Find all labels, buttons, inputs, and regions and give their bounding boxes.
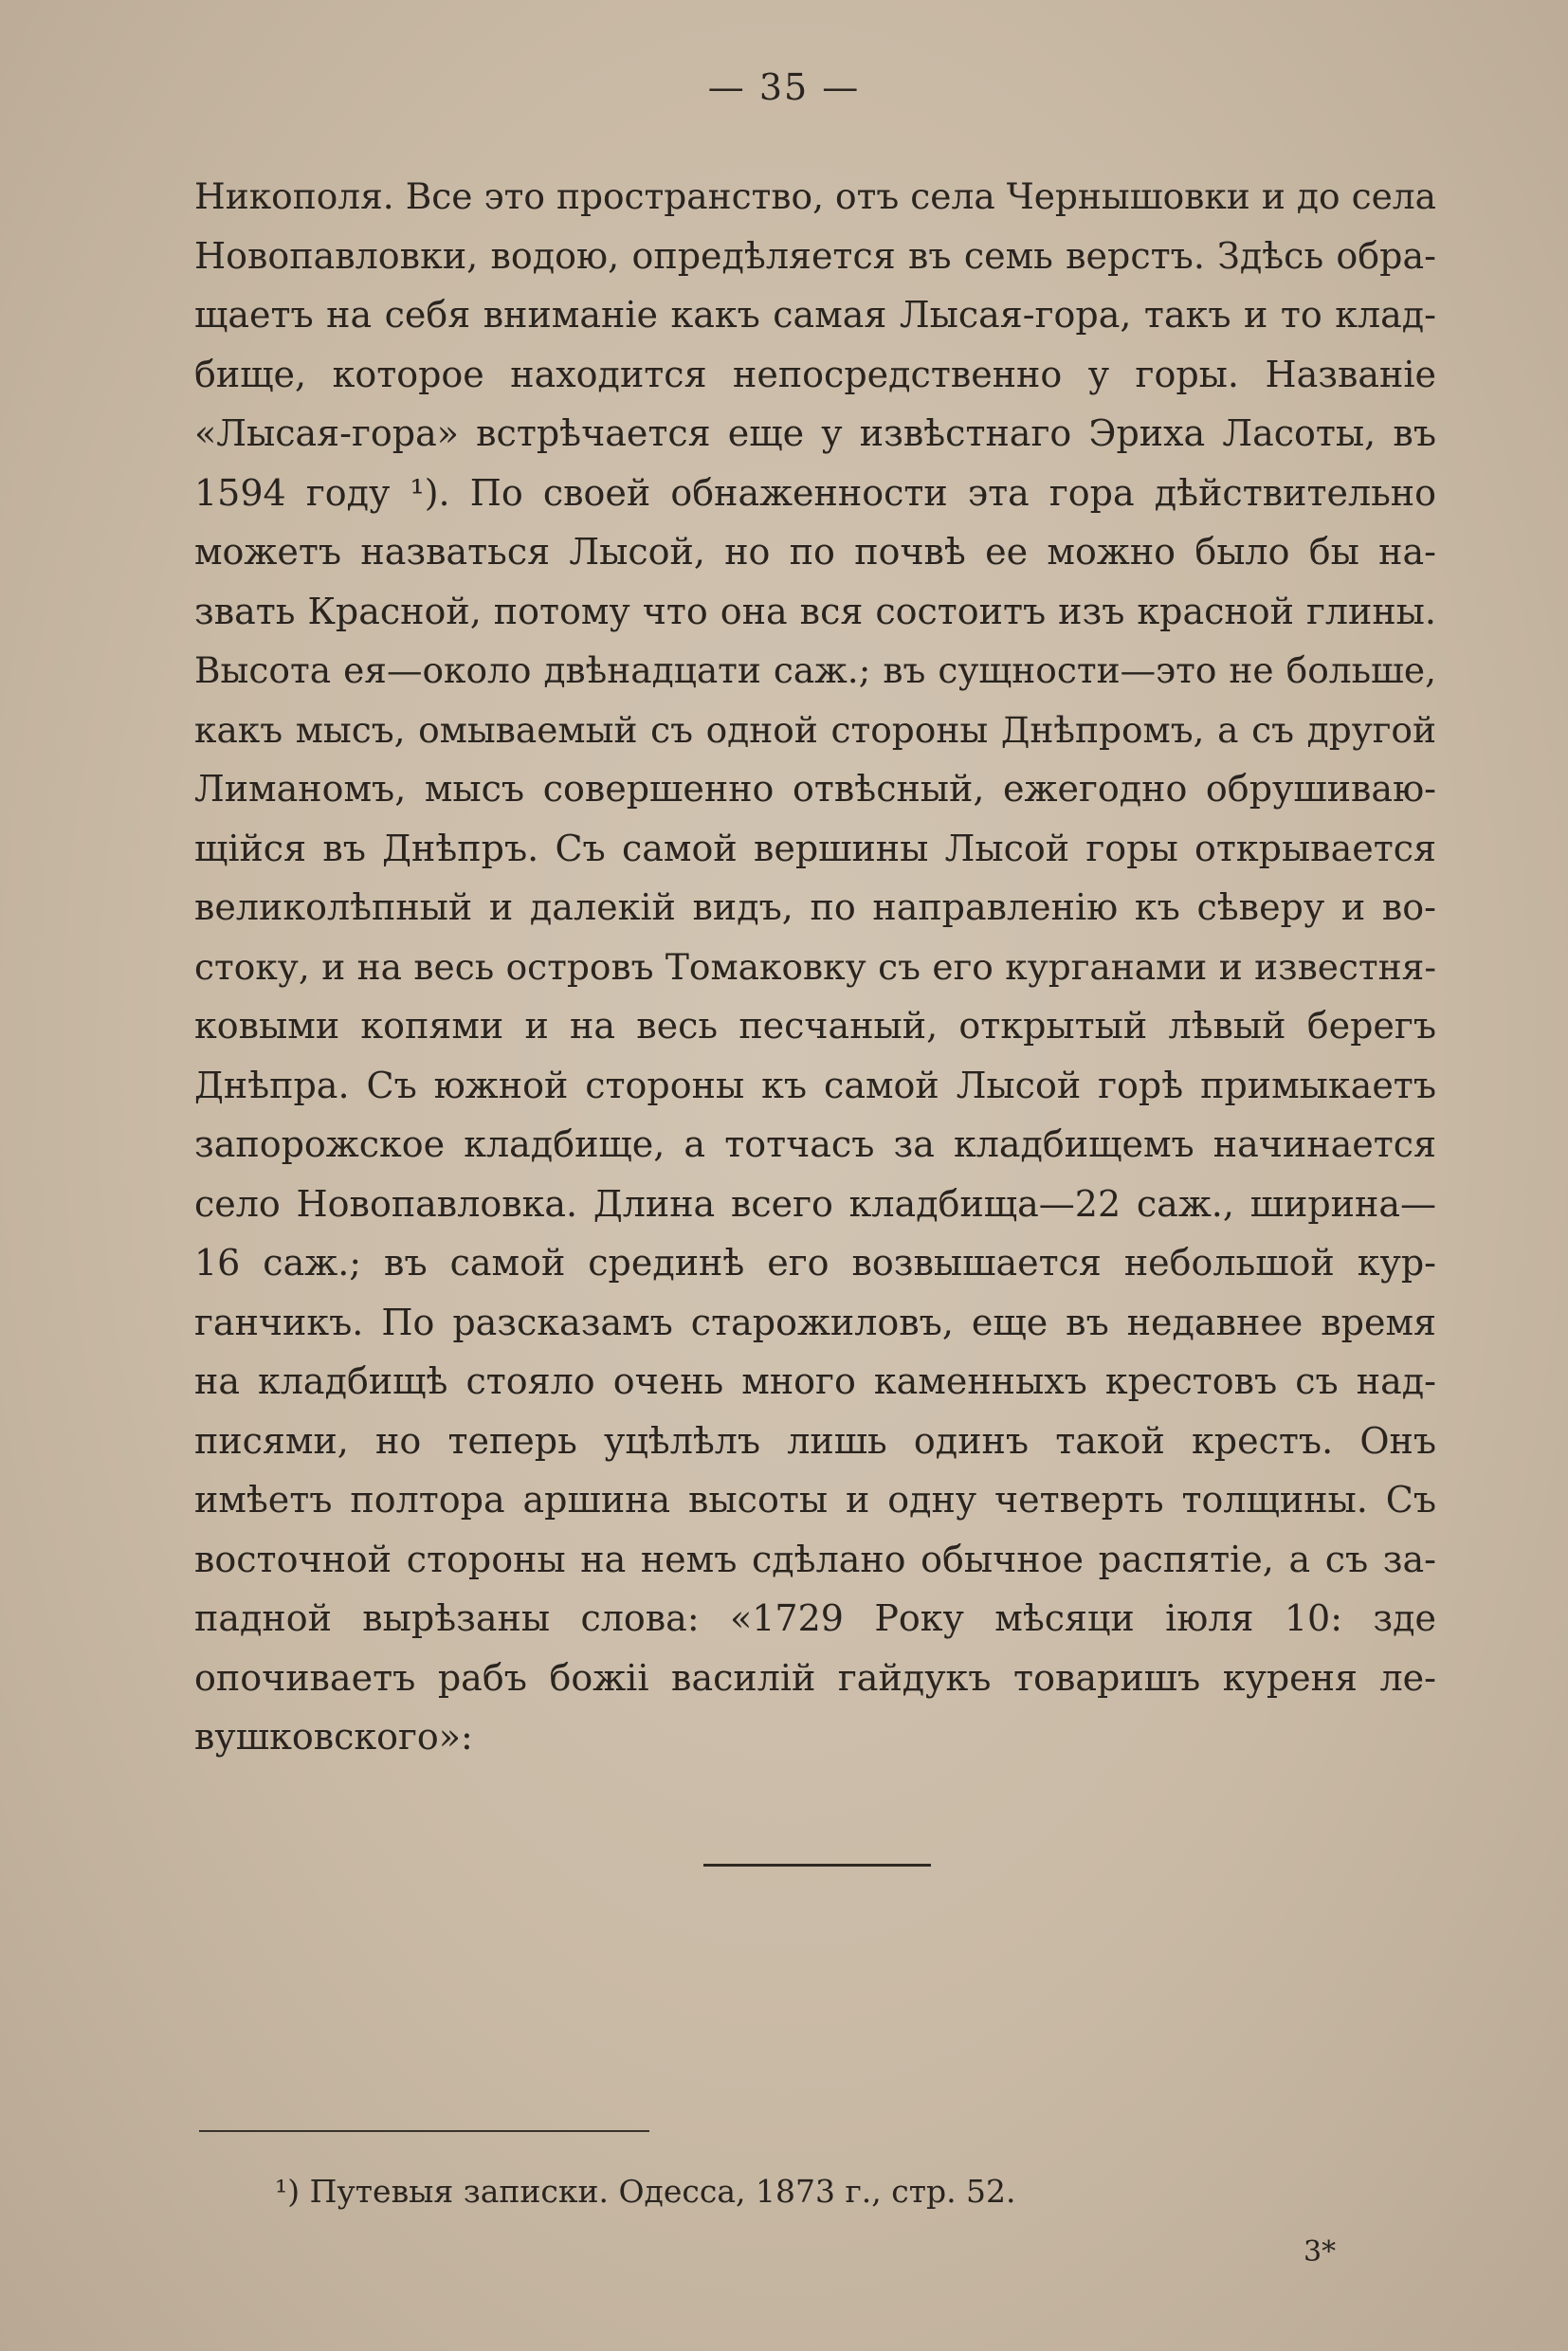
text-line: вушковского»: — [194, 1716, 473, 1758]
text-line: можетъ назваться Лысой, но по почвѣ ее можно было бы на- — [194, 531, 1436, 573]
text-line: падной вырѣзаны слова: «1729 Року мѣсяци іюля 10: зде — [194, 1597, 1436, 1639]
text-line: на кладбищѣ стояло очень много каменныхъ крестовъ съ над- — [194, 1360, 1436, 1402]
text-line: запорожское кладбище, а тотчасъ за кладбищемъ начинается — [194, 1123, 1436, 1165]
text-line: Высота ея—около двѣнадцати саж.; въ сущности—это не больше, — [194, 649, 1436, 691]
text-line: щаетъ на себя вниманіе какъ самая Лысая-гора, такъ и то клад- — [194, 294, 1436, 336]
text-line: великолѣпный и далекій видъ, по направленію къ сѣверу и во- — [194, 886, 1436, 928]
text-line: Лиманомъ, мысъ совершенно отвѣсный, ежегодно обрушиваю- — [194, 768, 1436, 810]
text-line: стоку, и на весь островъ Томаковку съ его курганами и известня- — [194, 945, 1436, 988]
text-line: село Новопавловка. Длина всего кладбища—22 саж., ширина— — [194, 1182, 1436, 1225]
text-line: звать Красной, потому что она вся состоитъ изъ красной глины. — [194, 590, 1436, 632]
text-line: 16 саж.; въ самой срединѣ его возвышается небольшой кур- — [194, 1242, 1436, 1284]
text-line: Новопавловки, водою, опредѣляется въ семь верстъ. Здѣсь обра- — [194, 234, 1436, 277]
footnote-divider — [199, 2130, 649, 2132]
text-line: Никополя. Все это пространство, отъ села Чернышовки и до села — [194, 175, 1436, 217]
footnote: ¹) Путевыя записки. Одесса, 1873 г., стр. 52. — [275, 2173, 1016, 2210]
text-line: бище, которое находится непосредственно у горы. Названіе — [194, 353, 1436, 395]
text-line: ковыми копями и на весь песчаный, открытый лѣвый берегъ — [194, 1005, 1436, 1047]
printer-signature-mark: 3* — [1304, 2235, 1337, 2269]
text-line: опочиваетъ рабъ божіі василій гайдукъ товаришъ куреня ле- — [194, 1656, 1436, 1699]
text-line: 1594 году ¹). По своей обнаженности эта гора дѣйствительно — [194, 471, 1436, 514]
text-line: «Лысая-гора» встрѣчается еще у извѣстнаго Эриха Ласоты, въ — [194, 412, 1436, 454]
page-number: — 35 — — [707, 66, 861, 108]
text-line: щійся въ Днѣпръ. Съ самой вершины Лысой горы открывается — [194, 827, 1436, 869]
text-line: имѣетъ полтора аршина высоты и одну четверть толщины. Съ — [194, 1479, 1436, 1521]
text-line: писями, но теперь уцѣлѣлъ лишь одинъ такой крестъ. Онъ — [194, 1419, 1436, 1462]
text-line: ганчикъ. По разсказамъ старожиловъ, еще въ недавнее время — [194, 1301, 1436, 1343]
text-line: Днѣпра. Съ южной стороны къ самой Лысой горѣ примыкаетъ — [194, 1064, 1436, 1106]
text-line: какъ мысъ, омываемый съ одной стороны Днѣпромъ, а съ другой — [194, 708, 1436, 751]
text-line: восточной стороны на немъ сдѣлано обычное распятіе, а съ за- — [194, 1538, 1436, 1580]
section-end-rule — [703, 1864, 931, 1867]
body-text — [194, 167, 1436, 1767]
